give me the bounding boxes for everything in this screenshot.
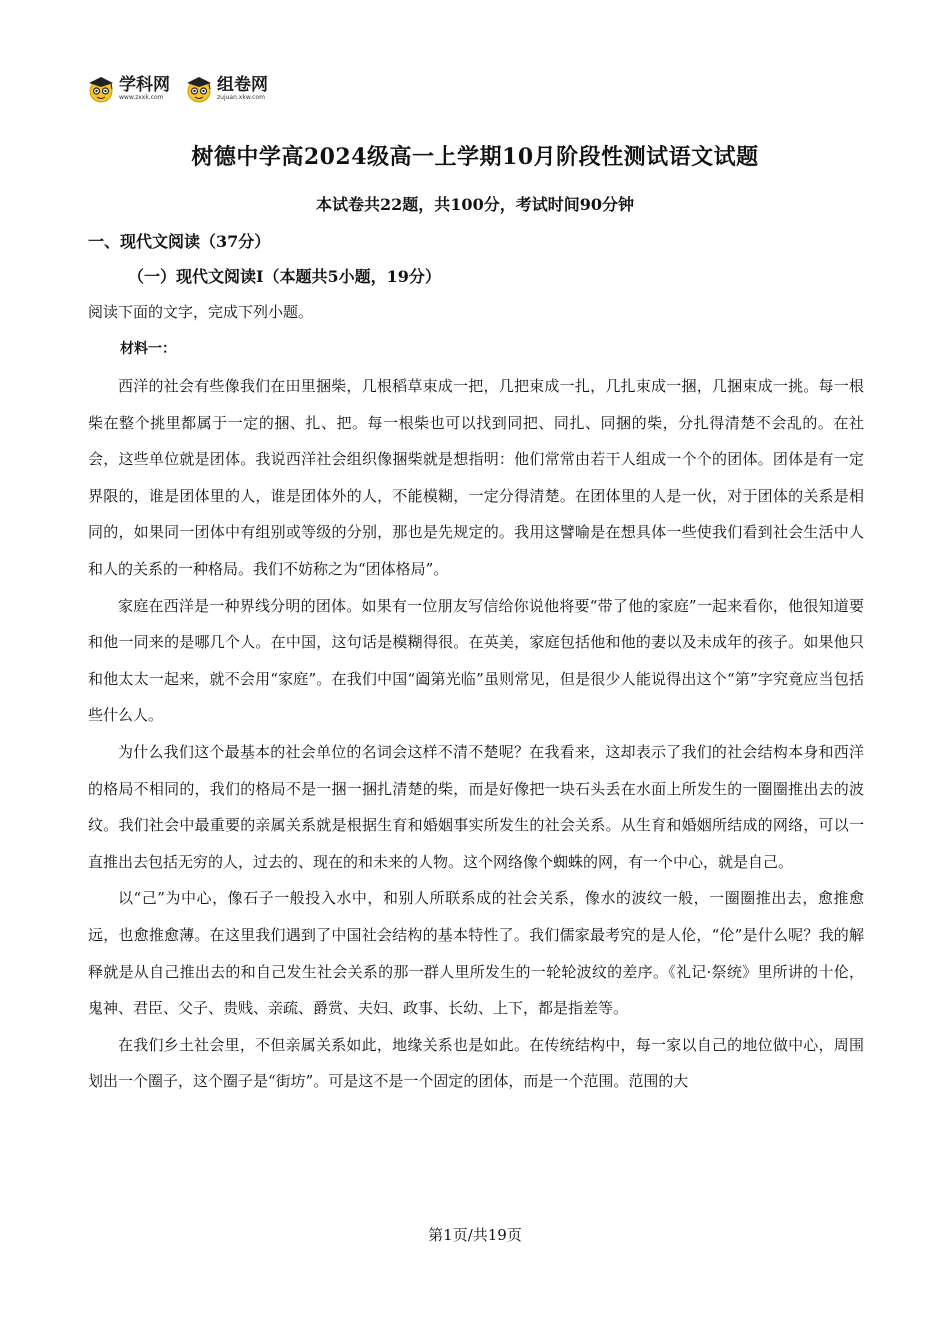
logo-url: zujuan.xkw.com xyxy=(217,94,265,101)
mascot-icon xyxy=(86,74,116,104)
logo-name: 组卷网 xyxy=(217,75,268,95)
passage-paragraph: 家庭在西洋是一种界线分明的团体。如果有一位朋友写信给你说他将要“带了他的家庭”一起来看你，他很知道要和他一同来的是哪几个人。在中国，这句话是模糊得很。在英美，家庭包括他和他的妻以及未成年的孩子。如果他只和他太太一起来，就不会用“家庭”。在我们中国“阖第光临”虽则常见，但是很少人能说得出这个“第”字究竟应当包括些什么人。 xyxy=(88,596,864,725)
subsection-heading: （一）现代文阅读Ⅰ（本题共5小题，19分） xyxy=(128,267,441,286)
logo-url: www.zxxk.com xyxy=(119,94,164,101)
exam-title: 树德中学高2024级高一上学期10月阶段性测试语文试题 xyxy=(191,144,759,170)
passage-paragraph: 为什么我们这个最基本的社会单位的名词会这样不清不楚呢？在我看来，这却表示了我们的社会结构本身和西洋的格局不相同的，我们的格局不是一捆一捆扎清楚的柴，而是好像把一块石头丢在水面上所发生的一圈圈推出去的波纹。我们社会中最重要的亲属关系就是根据生育和婚姻事实所发生的社会关系。从生育和婚姻所结成的网络，可以一直推出去包括无穷的人，过去的、现在的和未来的人物。这个网络像个蜘蛛的网，有一个中心，就是自己。 xyxy=(88,742,864,871)
material-label: 材料一： xyxy=(120,341,176,357)
xuekewang-logo xyxy=(86,74,170,104)
exam-subtitle: 本试卷共22题，共100分，考试时间90分钟 xyxy=(316,195,634,214)
zujuanwang-logo xyxy=(184,74,268,104)
passage-paragraph: 以“己”为中心，像石子一般投入水中，和别人所联系成的社会关系，像水的波纹一般，一圈圈推出去，愈推愈远，也愈推愈薄。在这里我们遇到了中国社会结构的基本特性了。我们儒家最考究的是人伦，“伦”是什么呢？我的解释就是从自己推出去的和自己发生社会关系的那一群人里所发生的一轮轮波纹的差序。《礼记·祭统》里所讲的十伦，鬼神、君臣、父子、贵贱、亲疏、爵赏、夫妇、政事、长幼、上下，都是指差等。 xyxy=(88,889,864,1018)
passage-paragraph: 在我们乡土社会里，不但亲属关系如此，地缘关系也是如此。在传统结构中，每一家以自己的地位做中心，周围划出一个圈子，这个圈子是“街坊”。可是这不是一个固定的团体，而是一个范围。范围的大 xyxy=(88,1035,864,1091)
page-footer: 第1页/共19页 xyxy=(428,1226,522,1244)
passage-paragraph: 西洋的社会有些像我们在田里捆柴，几根稻草束成一把，几把束成一扎，几扎束成一捆，几捆束成一挑。每一根柴在整个挑里都属于一定的捆、扎、把。每一根柴也可以找到同把、同扎、同捆的柴，分扎得清楚不会乱的。在社会，这些单位就是团体。我说西洋社会组织像捆柴就是想指明：他们常常由若干人组成一个个的团体。团体是有一定界限的，谁是团体里的人，谁是团体外的人，不能模糊，一定分得清楚。在团体里的人是一伙，对于团体的关系是相同的，如果同一团体中有组别或等级的分别，那也是先规定的。我用这譬喻是在想具体一些使我们看到社会生活中人和人的关系的一种格局。我们不妨称之为“团体格局”。 xyxy=(88,377,864,578)
header-logos xyxy=(86,72,268,106)
logo-name: 学科网 xyxy=(119,75,170,95)
section-heading: 一、现代文阅读（37分） xyxy=(88,232,271,251)
mascot-icon xyxy=(184,74,214,104)
reading-instruction: 阅读下面的文字，完成下列小题。 xyxy=(88,303,314,321)
passage-body xyxy=(88,368,864,1100)
